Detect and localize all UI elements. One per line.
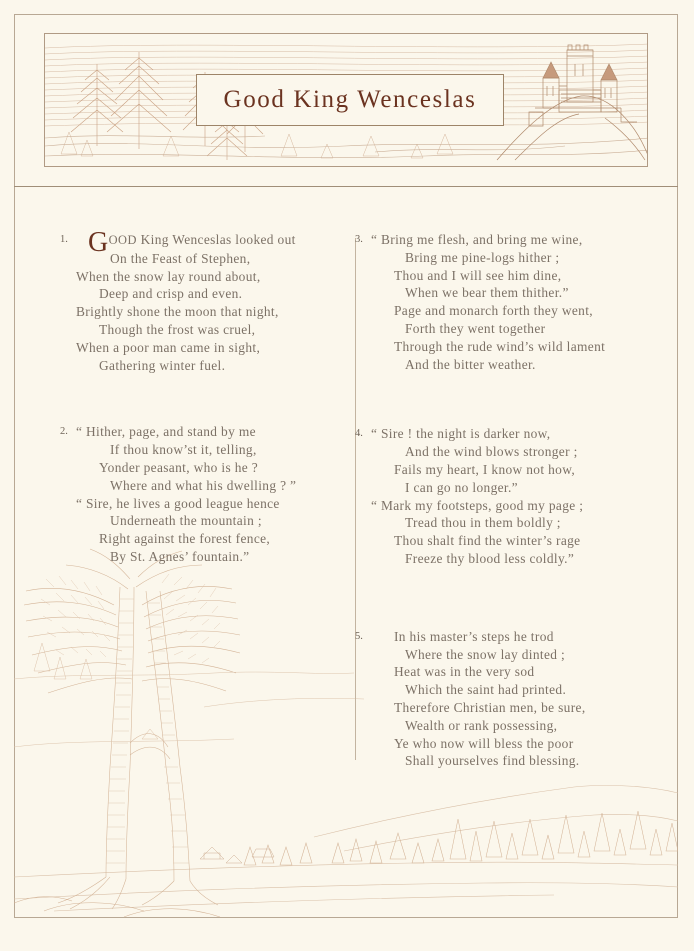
verse-line: Fails my heart, I know not how,: [394, 461, 576, 477]
verse-line: When we bear them thither.”: [405, 285, 569, 301]
verse-line: Shall yourselves find blessing.: [405, 753, 580, 769]
verse-line: Page and monarch forth they went,: [394, 303, 593, 319]
verse-line: Deep and crisp and even.: [99, 286, 243, 302]
verse-5: [355, 628, 655, 770]
verse-line: “ Sire ! the night is darker now,: [371, 426, 551, 442]
verse-line: “ Hither, page, and stand by me: [76, 424, 256, 440]
verse-line: Wealth or rank possessing,: [405, 717, 558, 733]
dropcap-rest: OOD: [108, 233, 137, 247]
left-column: [60, 187, 360, 566]
verse-line: And the wind blows stronger ;: [405, 444, 578, 460]
verse-1: [60, 227, 360, 374]
verse-line: Which the saint had printed.: [405, 682, 567, 698]
verse-line: Therefore Christian men, be sure,: [394, 699, 586, 715]
verse-line-text: King Wenceslas looked out: [136, 232, 296, 247]
verse-line: Tread thou in them boldly ;: [405, 515, 561, 531]
verse-number: 1.: [60, 234, 68, 245]
verse-number: 5.: [355, 630, 363, 642]
verse-line: When the snow lay round about,: [76, 268, 261, 284]
verse-line: Brightly shone the moon that night,: [76, 304, 279, 320]
verse-number: 3.: [355, 234, 363, 245]
page-title: Good King Wenceslas: [223, 86, 477, 113]
verse-line: Thou shalt find the winter’s rage: [394, 533, 581, 549]
verse-number: 2.: [60, 426, 68, 438]
verse-line: “ Mark my footsteps, good my page ;: [371, 497, 584, 513]
verse-line: Right against the forest fence,: [99, 531, 271, 547]
verse-line: On the Feast of Stephen,: [110, 250, 251, 266]
verse-columns: [14, 187, 678, 918]
verse-line: In his master’s steps he trod: [394, 628, 554, 644]
verse-line: Though the frost was cruel,: [99, 321, 256, 337]
verse-2: [60, 423, 360, 565]
verse-line: Ye who now will bless the poor: [394, 735, 574, 751]
verse-line: Underneath the mountain ;: [110, 513, 262, 529]
verse-line: Yonder peasant, who is he ?: [99, 459, 259, 475]
verse-line: Gathering winter fuel.: [99, 357, 226, 373]
verse-number: 4.: [355, 428, 363, 440]
verse-line: If thou know’st it, telling,: [110, 442, 257, 458]
right-column: [355, 187, 655, 770]
verse-line: “ Bring me flesh, and bring me wine,: [371, 232, 583, 247]
title-frame: [196, 74, 504, 126]
verse-line: When a poor man came in sight,: [76, 339, 261, 355]
verse-line: By St. Agnes’ fountain.”: [110, 548, 250, 564]
verse-3: [355, 231, 655, 373]
verse-line: Where and what his dwelling ? ”: [110, 477, 297, 493]
verse-line: “ Sire, he lives a good league hence: [76, 495, 280, 511]
verse-line: Where the snow lay dinted ;: [405, 646, 566, 662]
verse-4: [355, 425, 655, 567]
verse-line: Thou and I will see him dine,: [394, 267, 562, 283]
verse-line: Through the rude wind’s wild lament: [394, 338, 606, 354]
verse-line: Bring me pine-logs hither ;: [405, 249, 560, 265]
verse-line: Forth they went together: [405, 320, 546, 336]
verse-line: Heat was in the very sod: [394, 664, 535, 680]
verse-line: I can go no longer.”: [405, 479, 518, 495]
verse-line: And the bitter weather.: [405, 356, 536, 372]
drop-cap: G: [88, 227, 109, 258]
verse-line: Freeze thy blood less coldly.”: [405, 550, 575, 566]
